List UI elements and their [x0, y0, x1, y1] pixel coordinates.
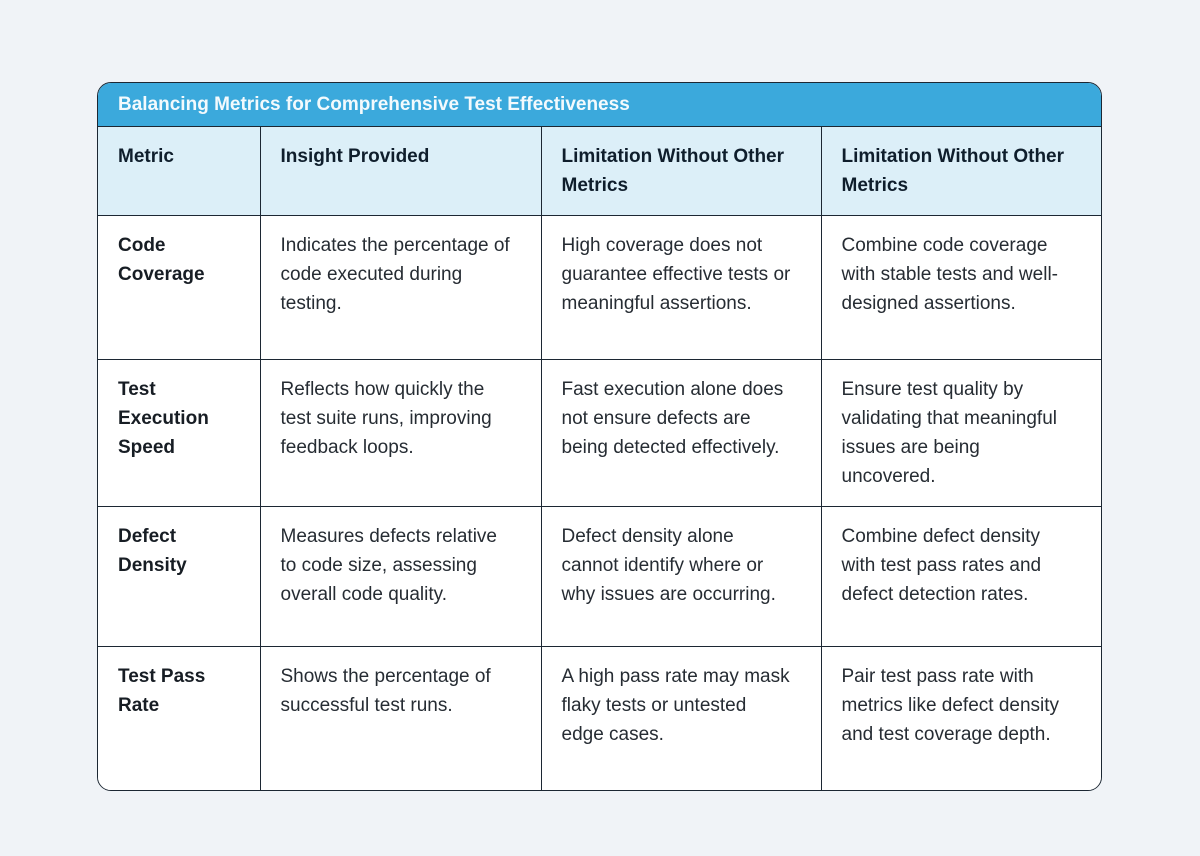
- table-row-test-execution-speed: [98, 360, 1102, 507]
- limitation-cell: Fast execution alone does not ensure defects are being detected effectively.: [541, 360, 821, 507]
- metric-name: Test Execution Speed: [98, 360, 260, 507]
- metrics-table-card: [97, 82, 1102, 791]
- metric-name: Defect Density: [98, 507, 260, 647]
- column-header-limitation-1: Limitation Without Other Metrics: [541, 127, 821, 216]
- insight-cell: Indicates the percentage of code executed during testing.: [260, 216, 541, 360]
- metric-name: Test Pass Rate: [98, 647, 260, 790]
- insight-cell: Shows the percentage of successful test runs.: [260, 647, 541, 790]
- column-header-limitation-2: Limitation Without Other Metrics: [821, 127, 1102, 216]
- table-row-test-pass-rate: [98, 647, 1102, 790]
- limitation-cell: A high pass rate may mask flaky tests or untested edge cases.: [541, 647, 821, 790]
- table-row-defect-density: [98, 507, 1102, 647]
- insight-cell: Reflects how quickly the test suite runs, improving feedback loops.: [260, 360, 541, 507]
- table-title: Balancing Metrics for Comprehensive Test Effectiveness: [98, 83, 1101, 127]
- limitation-cell: High coverage does not guarantee effective tests or meaningful assertions.: [541, 216, 821, 360]
- insight-cell: Measures defects relative to code size, assessing overall code quality.: [260, 507, 541, 647]
- mitigation-cell: Ensure test quality by validating that meaningful issues are being uncovered.: [821, 360, 1102, 507]
- column-header-insight: Insight Provided: [260, 127, 541, 216]
- mitigation-cell: Combine code coverage with stable tests and well-designed assertions.: [821, 216, 1102, 360]
- mitigation-cell: Combine defect density with test pass rates and defect detection rates.: [821, 507, 1102, 647]
- mitigation-cell: Pair test pass rate with metrics like defect density and test coverage depth.: [821, 647, 1102, 790]
- metrics-table: [98, 127, 1102, 790]
- header-row: [98, 127, 1102, 216]
- table-row-code-coverage: [98, 216, 1102, 360]
- limitation-cell: Defect density alone cannot identify where or why issues are occurring.: [541, 507, 821, 647]
- metric-name: Code Coverage: [98, 216, 260, 360]
- column-header-metric: Metric: [98, 127, 260, 216]
